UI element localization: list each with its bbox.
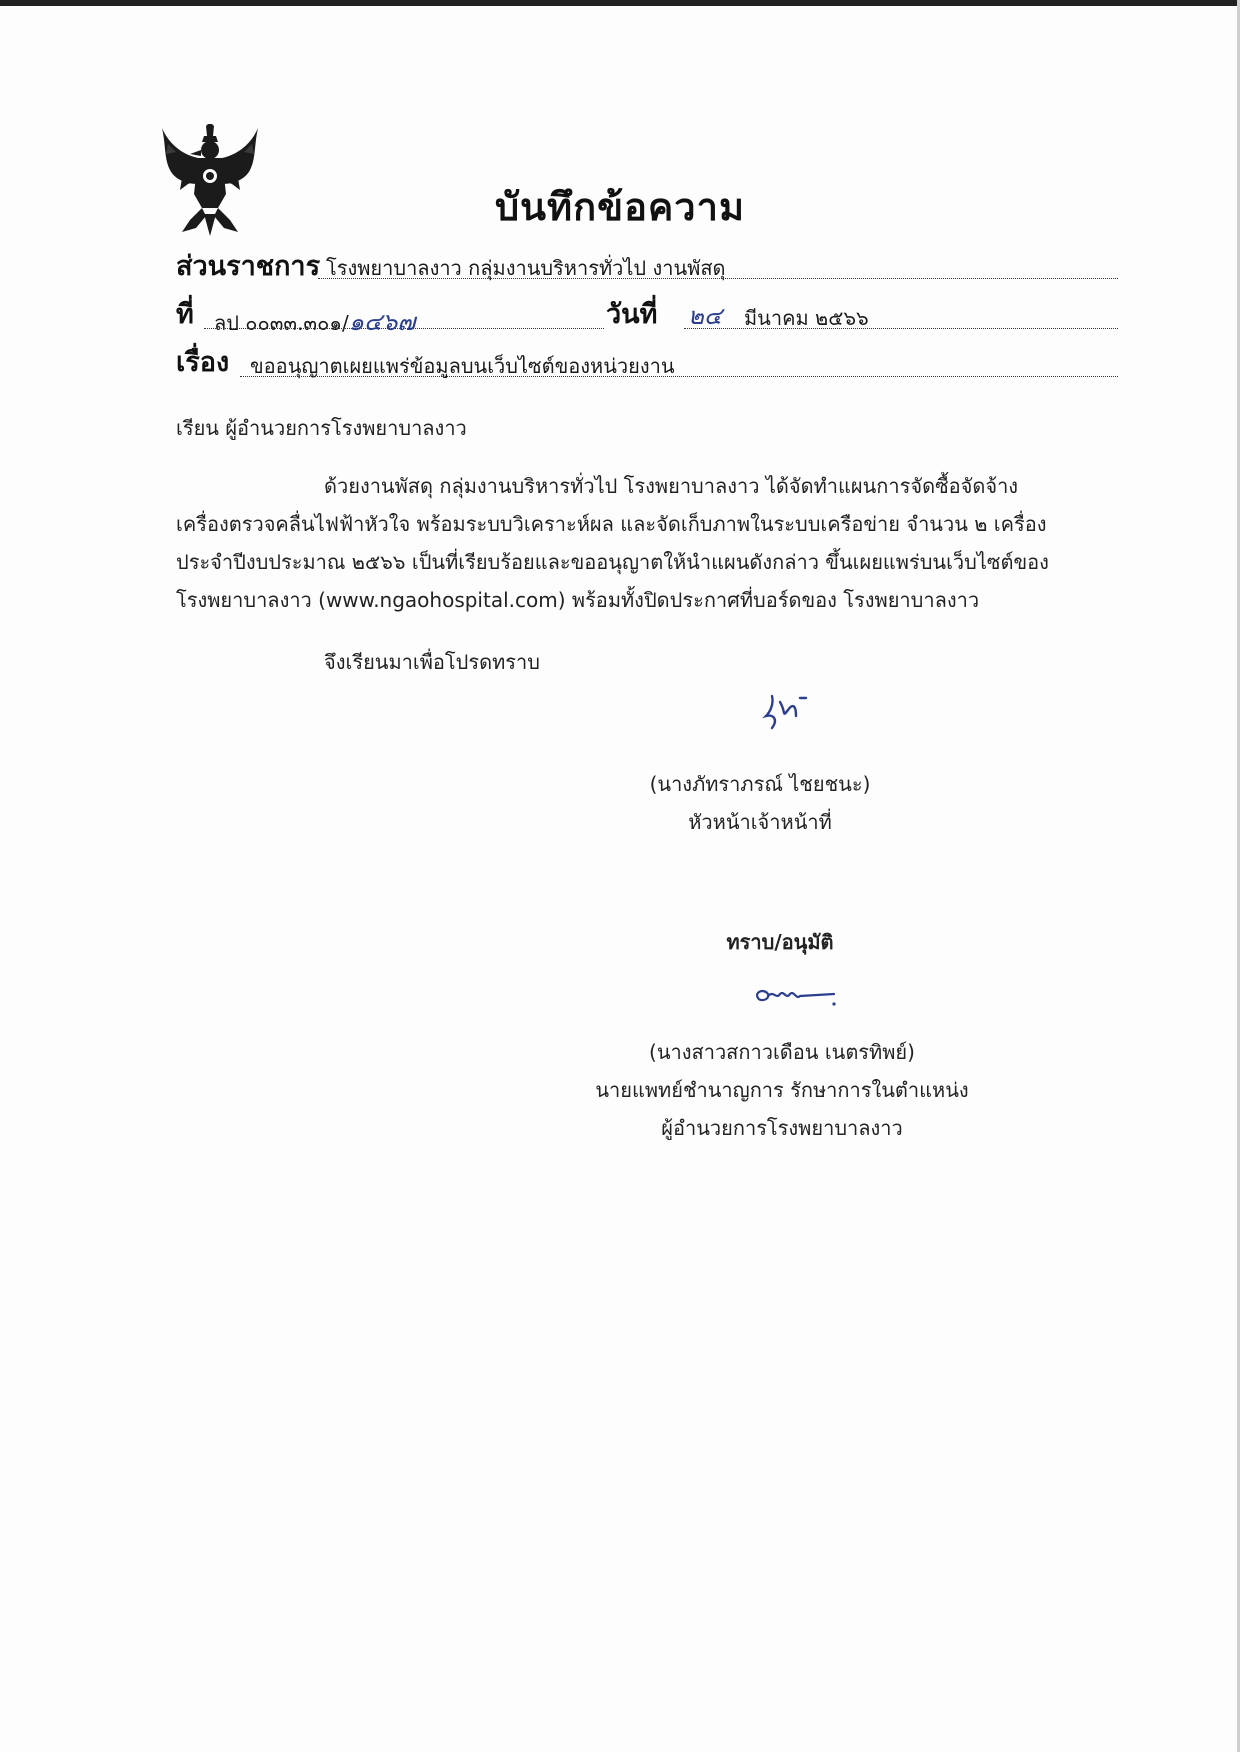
ref-dotline bbox=[204, 328, 604, 329]
subject-value: ขออนุญาตเผยแพร่ข้อมูลบนเว็บไซต์ของหน่วยงาน bbox=[250, 354, 675, 378]
date-label: วันที่ bbox=[606, 299, 658, 330]
date-day-handwritten: ๒๔ bbox=[688, 302, 722, 330]
body-line-3: ประจำปีงบประมาณ ๒๕๖๖ เป็นที่เรียบร้อยและขออนุญาตให้นำแผนดังกล่าว ขึ้นเผยแพร่บนเว็บไซต์ของ bbox=[176, 550, 1049, 574]
date-month-year: มีนาคม ๒๕๖๖ bbox=[744, 306, 869, 330]
signer-2-position-line-1: นายแพทย์ชำนาญการ รักษาการในตำแหน่ง bbox=[595, 1078, 969, 1102]
memo-title: บันทึกข้อความ bbox=[494, 185, 746, 229]
signer-2-name: (นางสาวสกาวเดือน เนตรทิพย์) bbox=[649, 1040, 915, 1064]
ref-number-printed: ลป ๐๐๓๓.๓๐๑/ bbox=[214, 311, 349, 335]
body-line-4: โรงพยาบาลงาว (www.ngaohospital.com) พร้อมทั้งปิดประกาศที่บอร์ดของ โรงพยาบาลงาว bbox=[176, 588, 980, 612]
subject-label: เรื่อง bbox=[176, 347, 230, 378]
closing-line: จึงเรียนมาเพื่อโปรดทราบ bbox=[324, 650, 540, 674]
signer-2-position-line-2: ผู้อำนวยการโรงพยาบาลงาว bbox=[661, 1116, 903, 1140]
ref-value bbox=[214, 302, 415, 341]
body-line-1: ด้วยงานพัสดุ กลุ่มงานบริหารทั่วไป โรงพยาบาลงาว ได้จัดทำแผนการจัดซื้อจัดจ้าง bbox=[324, 474, 1019, 498]
agency-label: ส่วนราชการ bbox=[176, 251, 321, 282]
signer-1-name: (นางภัทราภรณ์ ไชยชนะ) bbox=[649, 772, 871, 796]
signature-1-mark bbox=[760, 690, 830, 732]
ref-label: ที่ bbox=[176, 299, 194, 330]
ref-number-handwritten: ๑๔๖๗ bbox=[348, 308, 416, 336]
agency-dotline bbox=[318, 278, 1118, 279]
signer-1-position: หัวหน้าเจ้าหน้าที่ bbox=[688, 810, 832, 834]
date-day bbox=[688, 296, 722, 335]
salutation: เรียน ผู้อำนวยการโรงพยาบาลงาว bbox=[176, 416, 467, 440]
agency-value: โรงพยาบาลงาว กลุ่มงานบริหารทั่วไป งานพัสดุ bbox=[326, 256, 726, 280]
scan-edge-top bbox=[0, 0, 1240, 6]
subject-dotline bbox=[240, 376, 1118, 377]
approval-label: ทราบ/อนุมัติ bbox=[726, 930, 834, 954]
signature-2-mark bbox=[750, 980, 840, 1014]
date-dotline bbox=[684, 328, 1118, 329]
body-line-2: เครื่องตรวจคลื่นไฟฟ้าหัวใจ พร้อมระบบวิเคราะห์ผล และจัดเก็บภาพในระบบเครือข่าย จำนวน ๒ เครื่อง bbox=[176, 512, 1047, 536]
